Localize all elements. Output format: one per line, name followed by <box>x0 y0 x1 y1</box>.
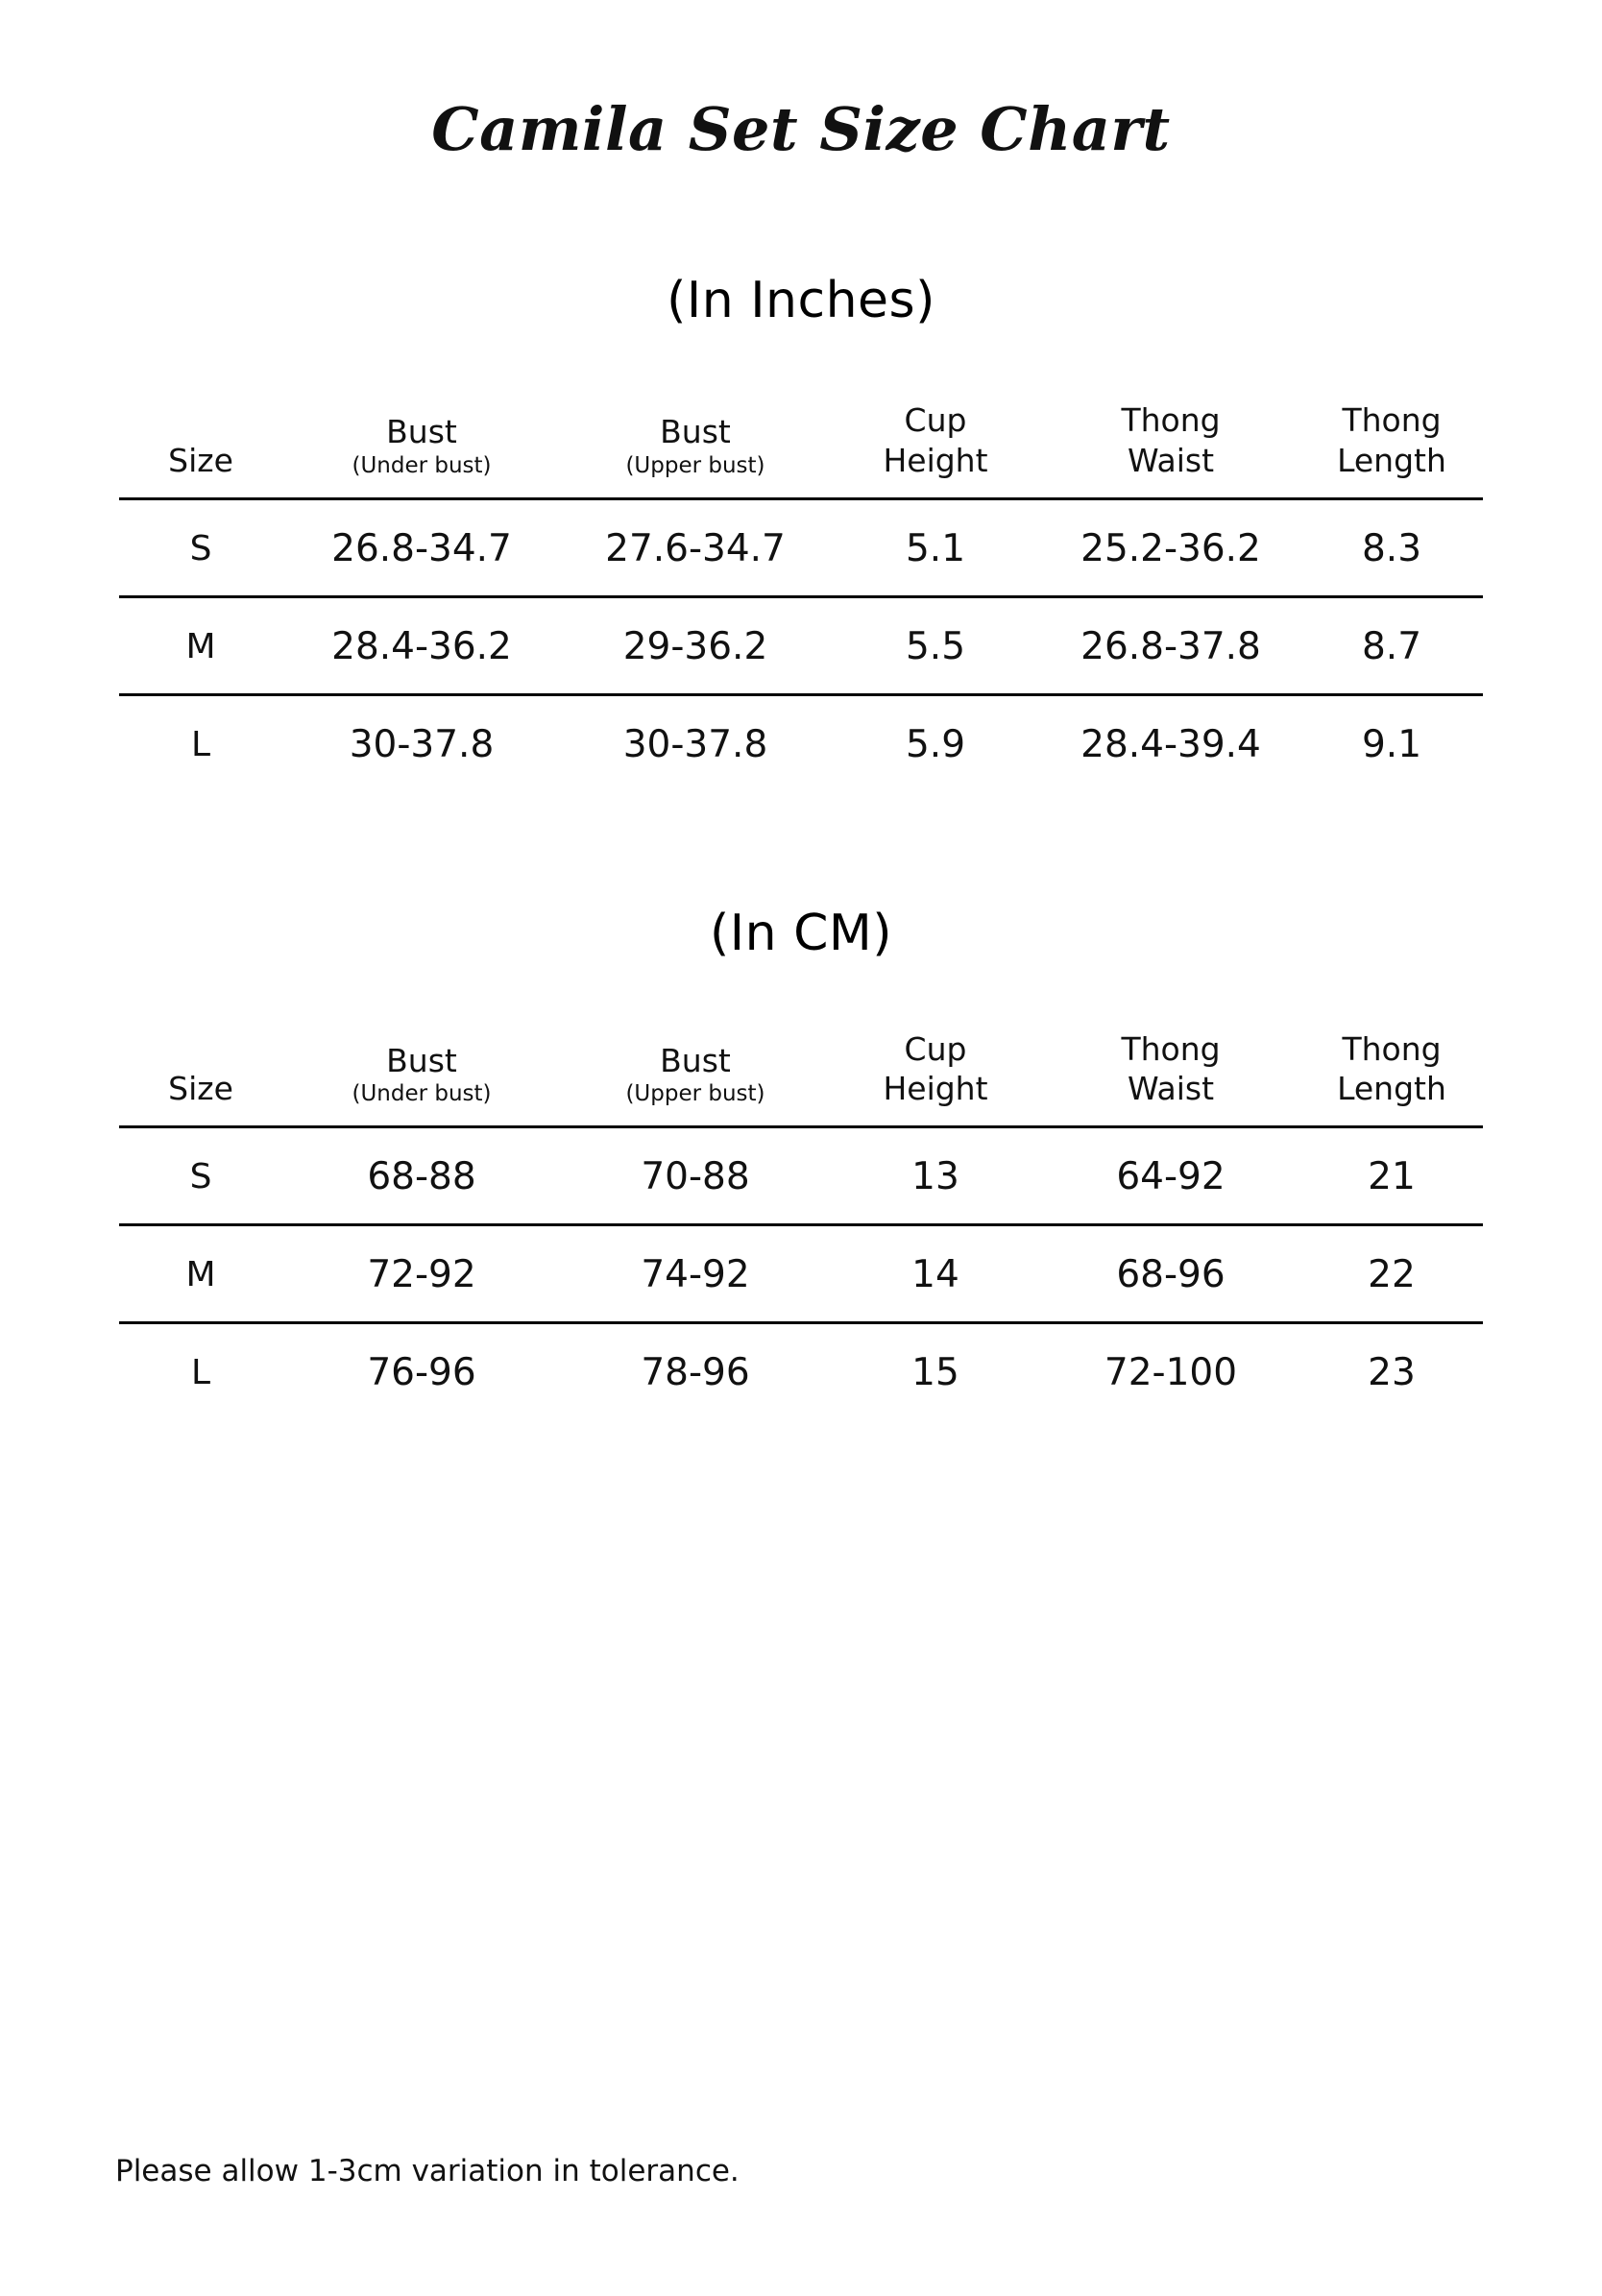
cell-thong-length: 22 <box>1300 1225 1483 1323</box>
column-header-label: Size <box>168 441 233 479</box>
cell-thong-length: 9.1 <box>1361 722 1422 766</box>
table-row <box>119 1127 1483 1225</box>
cell-thong-length: 8.7 <box>1300 596 1483 694</box>
column-header-sublabel: Length <box>1337 1070 1446 1108</box>
section-heading-cm: (In CM) <box>709 904 893 962</box>
table-header-row <box>119 402 1483 498</box>
size-chart-page <box>0 94 1602 2296</box>
column-header-bust-upper <box>561 402 830 498</box>
column-header-sublabel: (Under bust) <box>352 1081 492 1107</box>
table-row <box>119 1323 1483 1420</box>
cell-size: S <box>119 498 282 596</box>
column-header-label: Thong <box>1121 401 1221 439</box>
column-header-bust-under <box>282 1031 561 1127</box>
cell-thong-waist: 68-96 <box>1041 1225 1300 1323</box>
column-header-size <box>119 402 282 498</box>
column-header-sublabel: Height <box>883 1070 988 1108</box>
column-header-thong-length <box>1300 1031 1483 1127</box>
size-table-inches <box>119 402 1483 791</box>
column-header-sublabel: Waist <box>1127 1070 1215 1108</box>
cell-cup-height: 14 <box>830 1225 1041 1323</box>
column-header-label: Cup <box>904 401 967 439</box>
table-row <box>119 1225 1483 1323</box>
column-header-label: Bust <box>660 413 731 450</box>
column-header-label: Size <box>168 1070 233 1108</box>
cell-size: L <box>190 724 211 764</box>
tolerance-note: Please allow 1-3cm variation in tolerance. <box>115 2154 740 2188</box>
column-header-label: Bust <box>660 1041 731 1079</box>
column-header-sublabel: Waist <box>1127 441 1215 479</box>
cell-size: L <box>190 1353 211 1393</box>
cell-bust-under: 76-96 <box>367 1351 476 1395</box>
cell-thong-waist: 72-100 <box>1104 1351 1238 1395</box>
table-row <box>119 498 1483 596</box>
cell-bust-upper: 74-92 <box>561 1225 830 1323</box>
page-title: Camila Set Size Chart <box>431 94 1171 164</box>
column-header-label: Bust <box>386 413 457 450</box>
column-header-sublabel: Length <box>1337 441 1446 479</box>
cell-thong-length: 23 <box>1368 1351 1416 1395</box>
column-header-label: Thong <box>1342 401 1442 439</box>
column-header-bust-upper <box>561 1031 830 1127</box>
column-header-label: Bust <box>386 1041 457 1079</box>
section-heading-inches: (In Inches) <box>667 272 935 329</box>
column-header-cup-height <box>830 402 1041 498</box>
column-header-size <box>119 1031 282 1127</box>
cell-bust-under: 68-88 <box>282 1127 561 1225</box>
cell-thong-waist: 26.8-37.8 <box>1041 596 1300 694</box>
column-header-thong-waist <box>1041 1031 1300 1127</box>
cell-size: M <box>119 1225 282 1323</box>
cell-size: M <box>119 596 282 694</box>
cell-bust-under: 30-37.8 <box>349 722 495 766</box>
table-header-row <box>119 1031 1483 1127</box>
cell-bust-upper: 30-37.8 <box>622 722 768 766</box>
cell-bust-upper: 78-96 <box>641 1351 750 1395</box>
size-table-cm <box>119 1031 1483 1420</box>
cell-thong-length: 21 <box>1300 1127 1483 1225</box>
cell-bust-under: 72-92 <box>282 1225 561 1323</box>
column-header-sublabel: (Under bust) <box>352 452 492 478</box>
cell-thong-waist: 25.2-36.2 <box>1041 498 1300 596</box>
table-row <box>119 694 1483 791</box>
cell-cup-height: 13 <box>830 1127 1041 1225</box>
cell-bust-upper: 27.6-34.7 <box>561 498 830 596</box>
cell-bust-under: 28.4-36.2 <box>282 596 561 694</box>
column-header-label: Cup <box>904 1029 967 1068</box>
table-row <box>119 596 1483 694</box>
column-header-label: Thong <box>1342 1029 1442 1068</box>
cell-bust-upper: 70-88 <box>561 1127 830 1225</box>
cell-size: S <box>119 1127 282 1225</box>
cell-bust-under: 26.8-34.7 <box>282 498 561 596</box>
cell-thong-length: 8.3 <box>1300 498 1483 596</box>
cell-cup-height: 5.5 <box>830 596 1041 694</box>
cell-bust-upper: 29-36.2 <box>561 596 830 694</box>
column-header-thong-waist <box>1041 402 1300 498</box>
cell-cup-height: 5.9 <box>905 722 966 766</box>
column-header-bust-under <box>282 402 561 498</box>
cell-thong-waist: 28.4-39.4 <box>1080 722 1261 766</box>
cell-cup-height: 5.1 <box>830 498 1041 596</box>
column-header-label: Thong <box>1121 1029 1221 1068</box>
column-header-sublabel: (Upper bust) <box>625 1081 765 1107</box>
column-header-sublabel: (Upper bust) <box>625 452 765 478</box>
column-header-thong-length <box>1300 402 1483 498</box>
cell-thong-waist: 64-92 <box>1041 1127 1300 1225</box>
cell-cup-height: 15 <box>911 1351 959 1395</box>
column-header-cup-height <box>830 1031 1041 1127</box>
column-header-sublabel: Height <box>883 441 988 479</box>
